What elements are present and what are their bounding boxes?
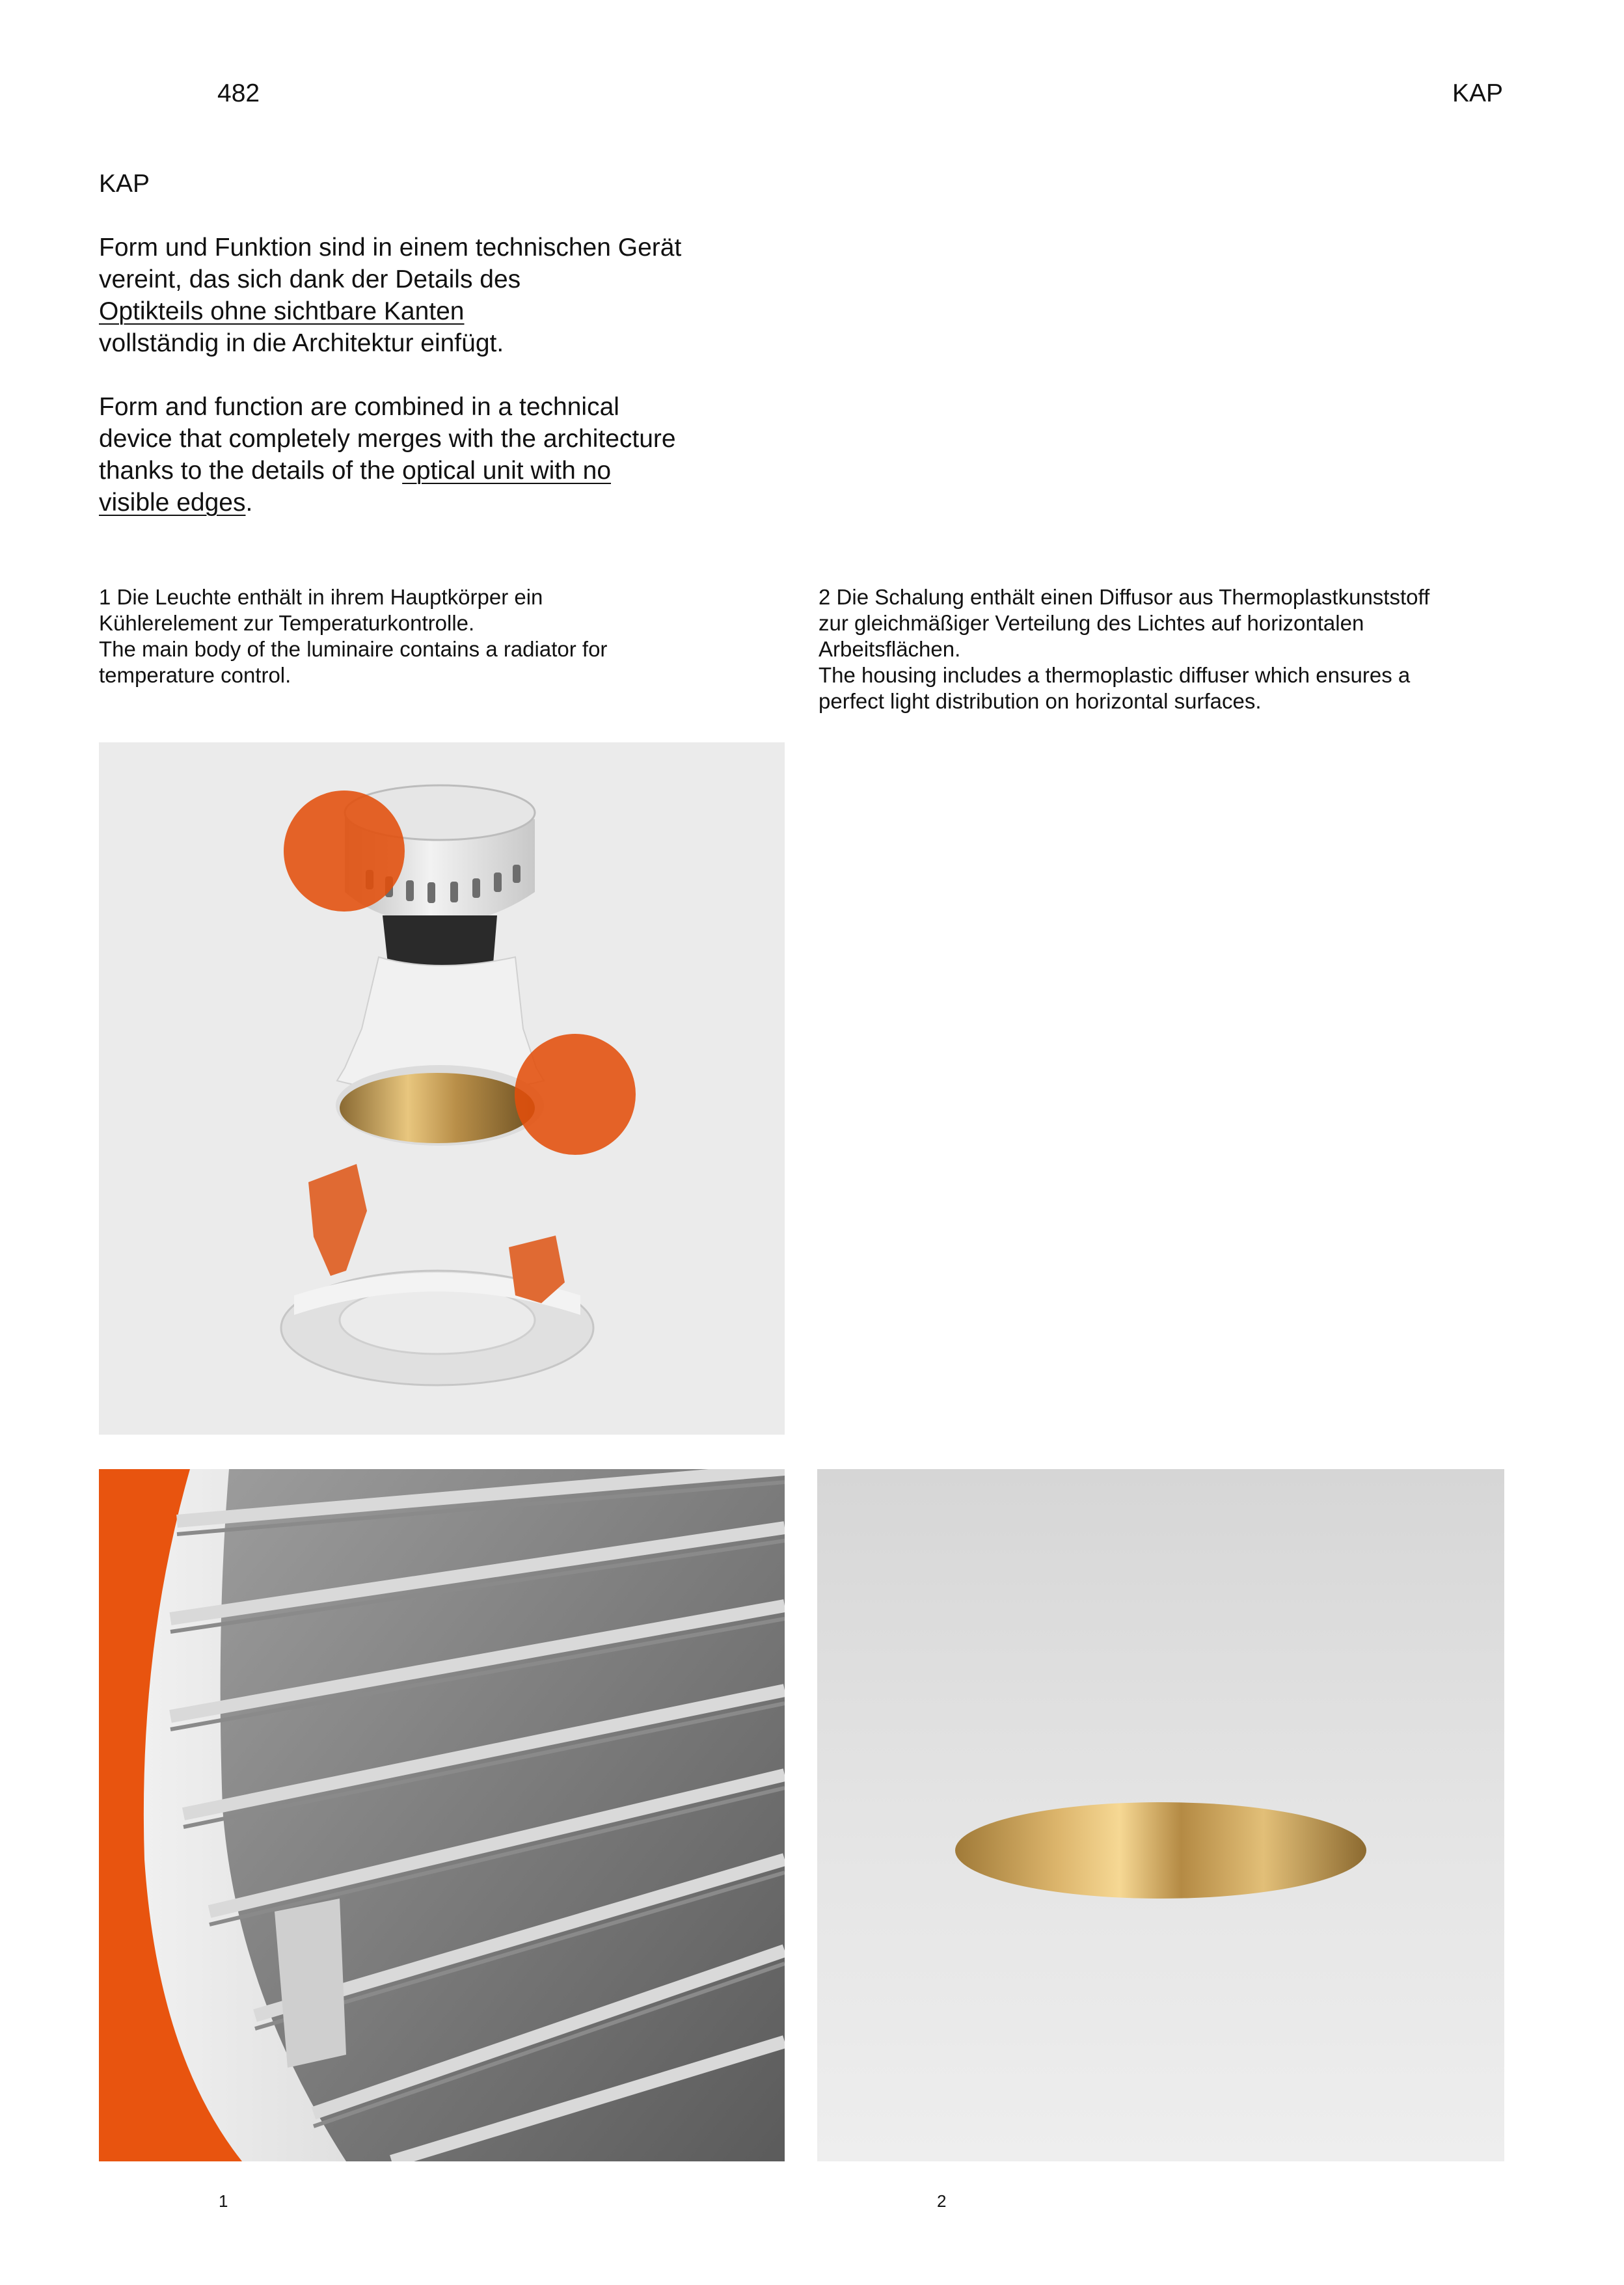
reflector-ceiling-image (817, 1469, 1504, 2161)
heatsink-illustration (99, 1469, 785, 2161)
highlight-circle-top (284, 791, 405, 912)
intro-english-text: Form and function are combined in a technical device that completely merges with the architecture thanks to the details of the (99, 393, 676, 485)
caption-1 (99, 584, 671, 688)
caption-1-english: The main body of the luminaire contains a radiator for temperature control. (99, 637, 608, 687)
figure-label-2: 2 (937, 2191, 947, 2211)
caption-2-german-text: Die Schalung enthält einen Diffusor aus Thermoplastkunststoff zur gleichmäßiger Verteilung des Lichtes auf horizontalen Arbeitsflächen. (819, 585, 1430, 661)
luminaire-exploded-image (99, 742, 785, 1435)
luminaire-illustration (99, 742, 785, 1435)
highlight-circle-bottom (515, 1034, 636, 1155)
intro-english-text-end: . (245, 489, 253, 517)
intro-block (99, 168, 684, 519)
intro-title: KAP (99, 170, 150, 198)
caption-1-number: 1 (99, 585, 111, 609)
figure-label-1: 1 (219, 2191, 228, 2211)
reflector-illustration (817, 1469, 1504, 2161)
caption-1-german (99, 584, 671, 636)
intro-german-link[interactable]: Optikteils ohne sichtbare Kanten (99, 297, 465, 325)
intro-german-text: Form und Funktion sind in einem technischen Gerät vereint, das sich dank der Details des (99, 234, 682, 293)
intro-english-link[interactable]: optical unit with no visible edges (99, 457, 612, 517)
caption-1-german-text: Die Leuchte enthält in ihrem Hauptkörper ein Kühlerelement zur Temperaturkontrolle. (99, 585, 543, 635)
caption-2 (819, 584, 1443, 714)
intro-english (99, 391, 684, 519)
running-title: KAP (1452, 79, 1503, 107)
caption-2-number: 2 (819, 585, 831, 609)
heatsink-closeup-image (99, 1469, 785, 2161)
intro-german-text-end: vollständig in die Architektur einfügt. (99, 329, 504, 357)
caption-2-german (819, 584, 1443, 662)
caption-2-english: The housing includes a thermoplastic diffuser which ensures a perfect light distribution on horizontal surfaces. (819, 663, 1411, 713)
gold-reflector-opening (955, 1802, 1366, 1899)
page-number: 482 (217, 79, 260, 107)
intro-german (99, 232, 684, 359)
